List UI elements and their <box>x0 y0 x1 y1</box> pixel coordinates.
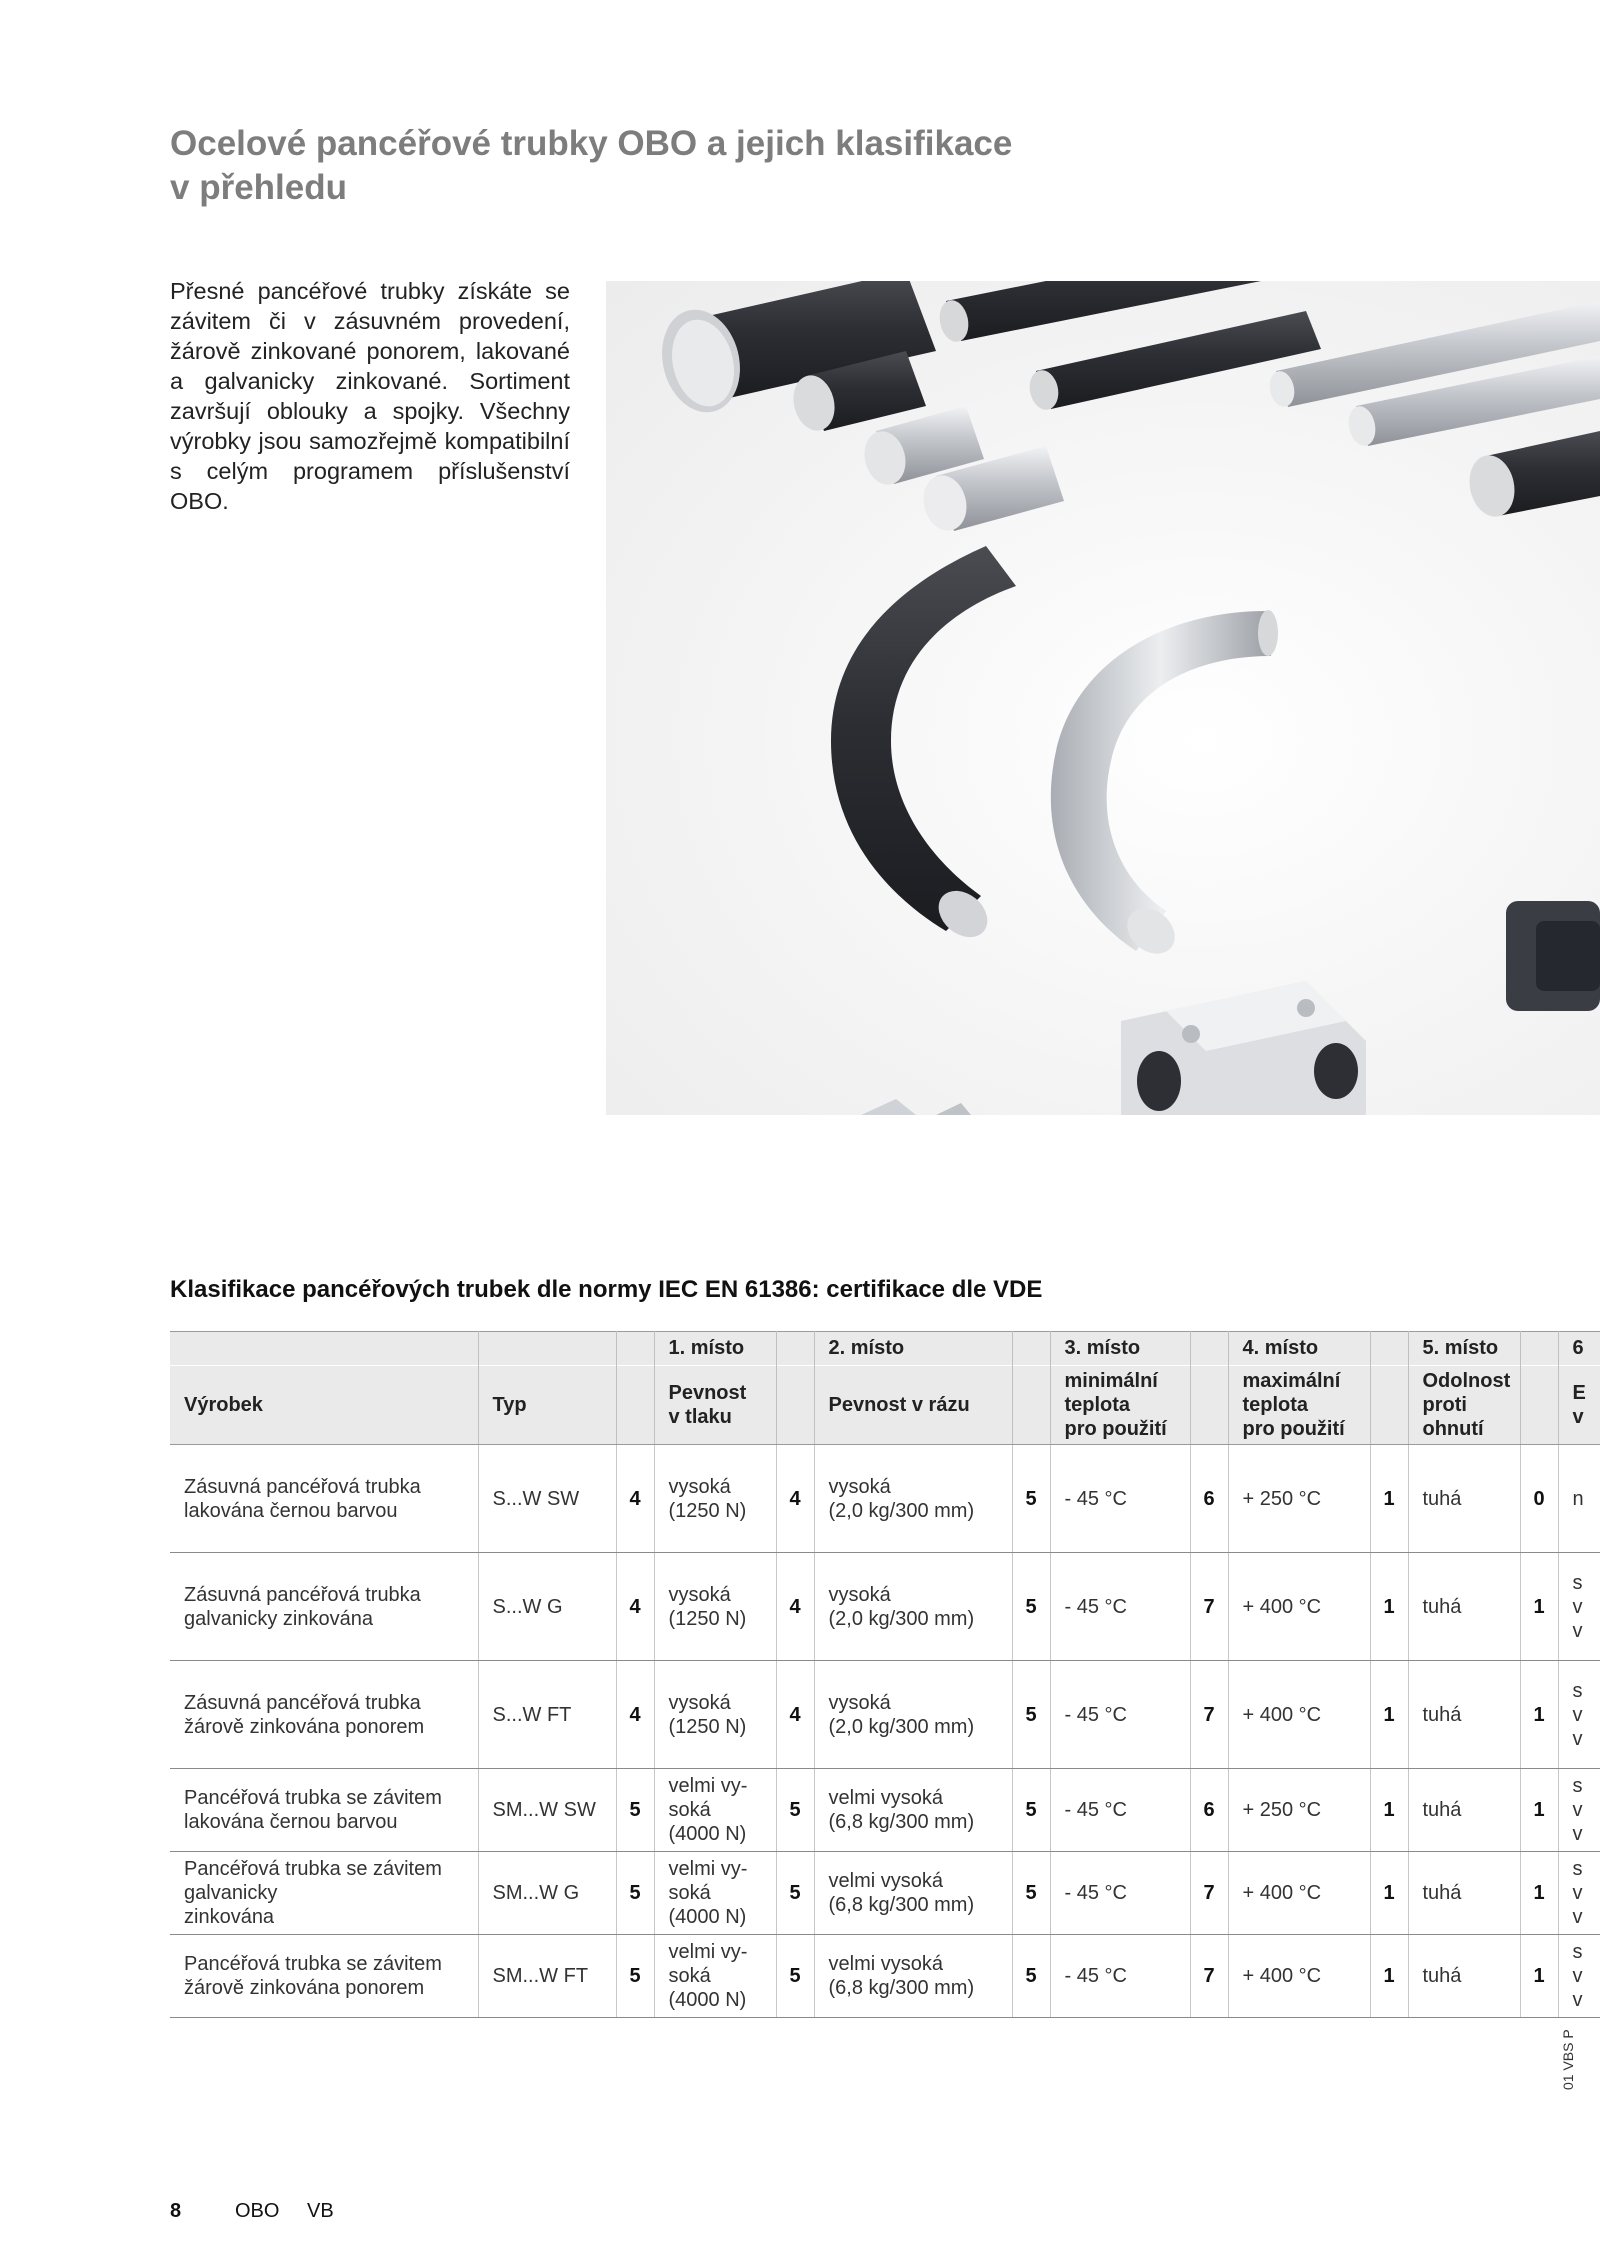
impact-cell: velmi vysoká (6,8 kg/300 mm) <box>814 1852 1012 1935</box>
page-title-line-2: v přehledu <box>170 168 347 207</box>
product-cell: Pancéřová trubka se závitem žárově zinkována ponorem <box>170 1935 478 2018</box>
class-4-cell: 6 <box>1190 1769 1228 1852</box>
header-impact-strength: Pevnost v rázu <box>814 1366 1012 1445</box>
header-place-3: 3. místo <box>1050 1332 1190 1366</box>
header-bend-resistance: Odolnost proti ohnutí <box>1408 1366 1520 1445</box>
class-2-cell: 4 <box>776 1445 814 1553</box>
table-row <box>170 1852 1600 1935</box>
type-cell: SM...W G <box>478 1852 616 1935</box>
dark-fitting <box>1506 901 1600 1011</box>
product-cell: Pancéřová trubka se závitem galvanicky zinkována <box>170 1852 478 1935</box>
class-3-cell: 5 <box>1012 1445 1050 1553</box>
max-temp-cell: + 400 °C <box>1228 1935 1370 2018</box>
class-2-cell: 5 <box>776 1769 814 1852</box>
header-type: Typ <box>478 1366 616 1445</box>
header-empty <box>478 1332 616 1366</box>
bend-cell: tuhá <box>1408 1769 1520 1852</box>
class-3-cell: 5 <box>1012 1661 1050 1769</box>
product-photo <box>606 281 1600 1115</box>
product-cell: Pancéřová trubka se závitem lakována černou barvou <box>170 1769 478 1852</box>
impact-cell: vysoká (2,0 kg/300 mm) <box>814 1445 1012 1553</box>
class-1-cell: 4 <box>616 1445 654 1553</box>
class-5-cell: 1 <box>1370 1769 1408 1852</box>
header-empty <box>1190 1366 1228 1445</box>
impact-cell: velmi vysoká (6,8 kg/300 mm) <box>814 1769 1012 1852</box>
header-empty <box>1012 1366 1050 1445</box>
header-empty <box>776 1366 814 1445</box>
table-row <box>170 1935 1600 2018</box>
class-4-cell: 6 <box>1190 1445 1228 1553</box>
header-empty <box>170 1332 478 1366</box>
class-3-cell: 5 <box>1012 1769 1050 1852</box>
header-place-6: 6 <box>1558 1332 1600 1366</box>
compression-cell: velmi vy- soká (4000 N) <box>654 1769 776 1852</box>
header-min-temperature: minimální teplota pro použití <box>1050 1366 1190 1445</box>
header-place-5: 5. místo <box>1408 1332 1520 1366</box>
class-6-cell: 1 <box>1520 1852 1558 1935</box>
class-5-cell: 1 <box>1370 1661 1408 1769</box>
class-1-cell: 5 <box>616 1935 654 2018</box>
max-temp-cell: + 250 °C <box>1228 1769 1370 1852</box>
type-cell: SM...W SW <box>478 1769 616 1852</box>
class-6-cell: 1 <box>1520 1661 1558 1769</box>
class-4-cell: 7 <box>1190 1852 1228 1935</box>
compression-cell: vysoká (1250 N) <box>654 1553 776 1661</box>
page-number: 8 <box>170 2200 182 2222</box>
min-temp-cell: - 45 °C <box>1050 1445 1190 1553</box>
table-row <box>170 1661 1600 1769</box>
min-temp-cell: - 45 °C <box>1050 1769 1190 1852</box>
col-6-cell: n <box>1558 1445 1600 1553</box>
class-5-cell: 1 <box>1370 1852 1408 1935</box>
header-empty <box>1520 1332 1558 1366</box>
class-3-cell: 5 <box>1012 1553 1050 1661</box>
min-temp-cell: - 45 °C <box>1050 1661 1190 1769</box>
header-col-6: E v <box>1558 1366 1600 1445</box>
type-cell: SM...W FT <box>478 1935 616 2018</box>
impact-cell: vysoká (2,0 kg/300 mm) <box>814 1661 1012 1769</box>
bend-cell: tuhá <box>1408 1935 1520 2018</box>
header-place-4: 4. místo <box>1228 1332 1370 1366</box>
col-6-cell: s v v <box>1558 1935 1600 2018</box>
class-2-cell: 4 <box>776 1661 814 1769</box>
class-5-cell: 1 <box>1370 1445 1408 1553</box>
header-empty <box>1370 1366 1408 1445</box>
header-empty <box>616 1366 654 1445</box>
class-2-cell: 5 <box>776 1852 814 1935</box>
bend-cell: tuhá <box>1408 1852 1520 1935</box>
compression-cell: vysoká (1250 N) <box>654 1445 776 1553</box>
header-empty <box>1190 1332 1228 1366</box>
type-cell: S...W G <box>478 1553 616 1661</box>
class-5-cell: 1 <box>1370 1553 1408 1661</box>
small-fittings <box>861 1099 971 1115</box>
footer-catalog: VB <box>307 2200 334 2222</box>
product-cell: Zásuvná pancéřová trubka žárově zinkována ponorem <box>170 1661 478 1769</box>
max-temp-cell: + 250 °C <box>1228 1445 1370 1553</box>
col-6-cell: s v v <box>1558 1852 1600 1935</box>
header-place-1: 1. místo <box>654 1332 776 1366</box>
header-max-temperature: maximální teplota pro použití <box>1228 1366 1370 1445</box>
class-6-cell: 1 <box>1520 1553 1558 1661</box>
min-temp-cell: - 45 °C <box>1050 1852 1190 1935</box>
header-product: Výrobek <box>170 1366 478 1445</box>
bend-cell: tuhá <box>1408 1553 1520 1661</box>
compression-cell: vysoká (1250 N) <box>654 1661 776 1769</box>
black-pipe-right <box>1464 431 1600 521</box>
classification-table <box>170 1331 1600 2018</box>
product-cell: Zásuvná pancéřová trubka lakována černou barvou <box>170 1445 478 1553</box>
classification-table-wrapper <box>170 1331 1600 2018</box>
impact-cell: vysoká (2,0 kg/300 mm) <box>814 1553 1012 1661</box>
intro-paragraph: Přesné pancéřové trubky získáte se závitem či v zásuvném provedení, žárově zinkované ponorem, lakované a galvanicky zinkované. Sortiment završují oblouky a spojky. Všechny výrobky jsou samozřejmě kompatibilní s celým programem příslušenství OBO. <box>170 278 570 514</box>
max-temp-cell: + 400 °C <box>1228 1553 1370 1661</box>
table-row <box>170 1769 1600 1852</box>
bend-cell: tuhá <box>1408 1661 1520 1769</box>
class-6-cell: 0 <box>1520 1445 1558 1553</box>
header-empty <box>1520 1366 1558 1445</box>
class-1-cell: 5 <box>616 1769 654 1852</box>
product-photo-illustration <box>606 281 1600 1115</box>
class-2-cell: 5 <box>776 1935 814 2018</box>
page-title <box>170 122 1170 210</box>
header-row-places <box>170 1332 1600 1366</box>
table-row <box>170 1445 1600 1553</box>
class-3-cell: 5 <box>1012 1852 1050 1935</box>
col-6-cell: s v v <box>1558 1769 1600 1852</box>
class-6-cell: 1 <box>1520 1769 1558 1852</box>
class-1-cell: 4 <box>616 1553 654 1661</box>
col-6-cell: s v v <box>1558 1553 1600 1661</box>
class-1-cell: 5 <box>616 1852 654 1935</box>
class-4-cell: 7 <box>1190 1553 1228 1661</box>
min-temp-cell: - 45 °C <box>1050 1553 1190 1661</box>
type-cell: S...W FT <box>478 1661 616 1769</box>
product-cell: Zásuvná pancéřová trubka galvanicky zinkována <box>170 1553 478 1661</box>
header-row-labels <box>170 1366 1600 1445</box>
bend-cell: tuhá <box>1408 1445 1520 1553</box>
min-temp-cell: - 45 °C <box>1050 1935 1190 2018</box>
footer-brand: OBO <box>235 2200 280 2222</box>
header-place-2: 2. místo <box>814 1332 1012 1366</box>
side-catalog-code: 01 VBS P <box>1560 2029 1576 2090</box>
compression-cell: velmi vy- soká (4000 N) <box>654 1935 776 2018</box>
header-empty <box>776 1332 814 1366</box>
header-empty <box>616 1332 654 1366</box>
class-2-cell: 4 <box>776 1553 814 1661</box>
compression-cell: velmi vy- soká (4000 N) <box>654 1852 776 1935</box>
class-5-cell: 1 <box>1370 1935 1408 2018</box>
class-4-cell: 7 <box>1190 1661 1228 1769</box>
class-4-cell: 7 <box>1190 1935 1228 2018</box>
col-6-cell: s v v <box>1558 1661 1600 1769</box>
header-empty <box>1012 1332 1050 1366</box>
table-row <box>170 1553 1600 1661</box>
class-6-cell: 1 <box>1520 1935 1558 2018</box>
max-temp-cell: + 400 °C <box>1228 1852 1370 1935</box>
page-title-line-1: Ocelové pancéřové trubky OBO a jejich klasifikace <box>170 124 1013 163</box>
silver-pipe-bend <box>1051 610 1278 963</box>
table-title: Klasifikace pancéřových trubek dle normy IEC EN 61386: certifikace dle VDE <box>170 1276 1043 1303</box>
silver-junction-box <box>1121 981 1366 1115</box>
max-temp-cell: + 400 °C <box>1228 1661 1370 1769</box>
type-cell: S...W SW <box>478 1445 616 1553</box>
header-empty <box>1370 1332 1408 1366</box>
impact-cell: velmi vysoká (6,8 kg/300 mm) <box>814 1935 1012 2018</box>
class-3-cell: 5 <box>1012 1935 1050 2018</box>
black-pipe-bend <box>831 546 1016 947</box>
class-1-cell: 4 <box>616 1661 654 1769</box>
header-compression-strength: Pevnost v tlaku <box>654 1366 776 1445</box>
